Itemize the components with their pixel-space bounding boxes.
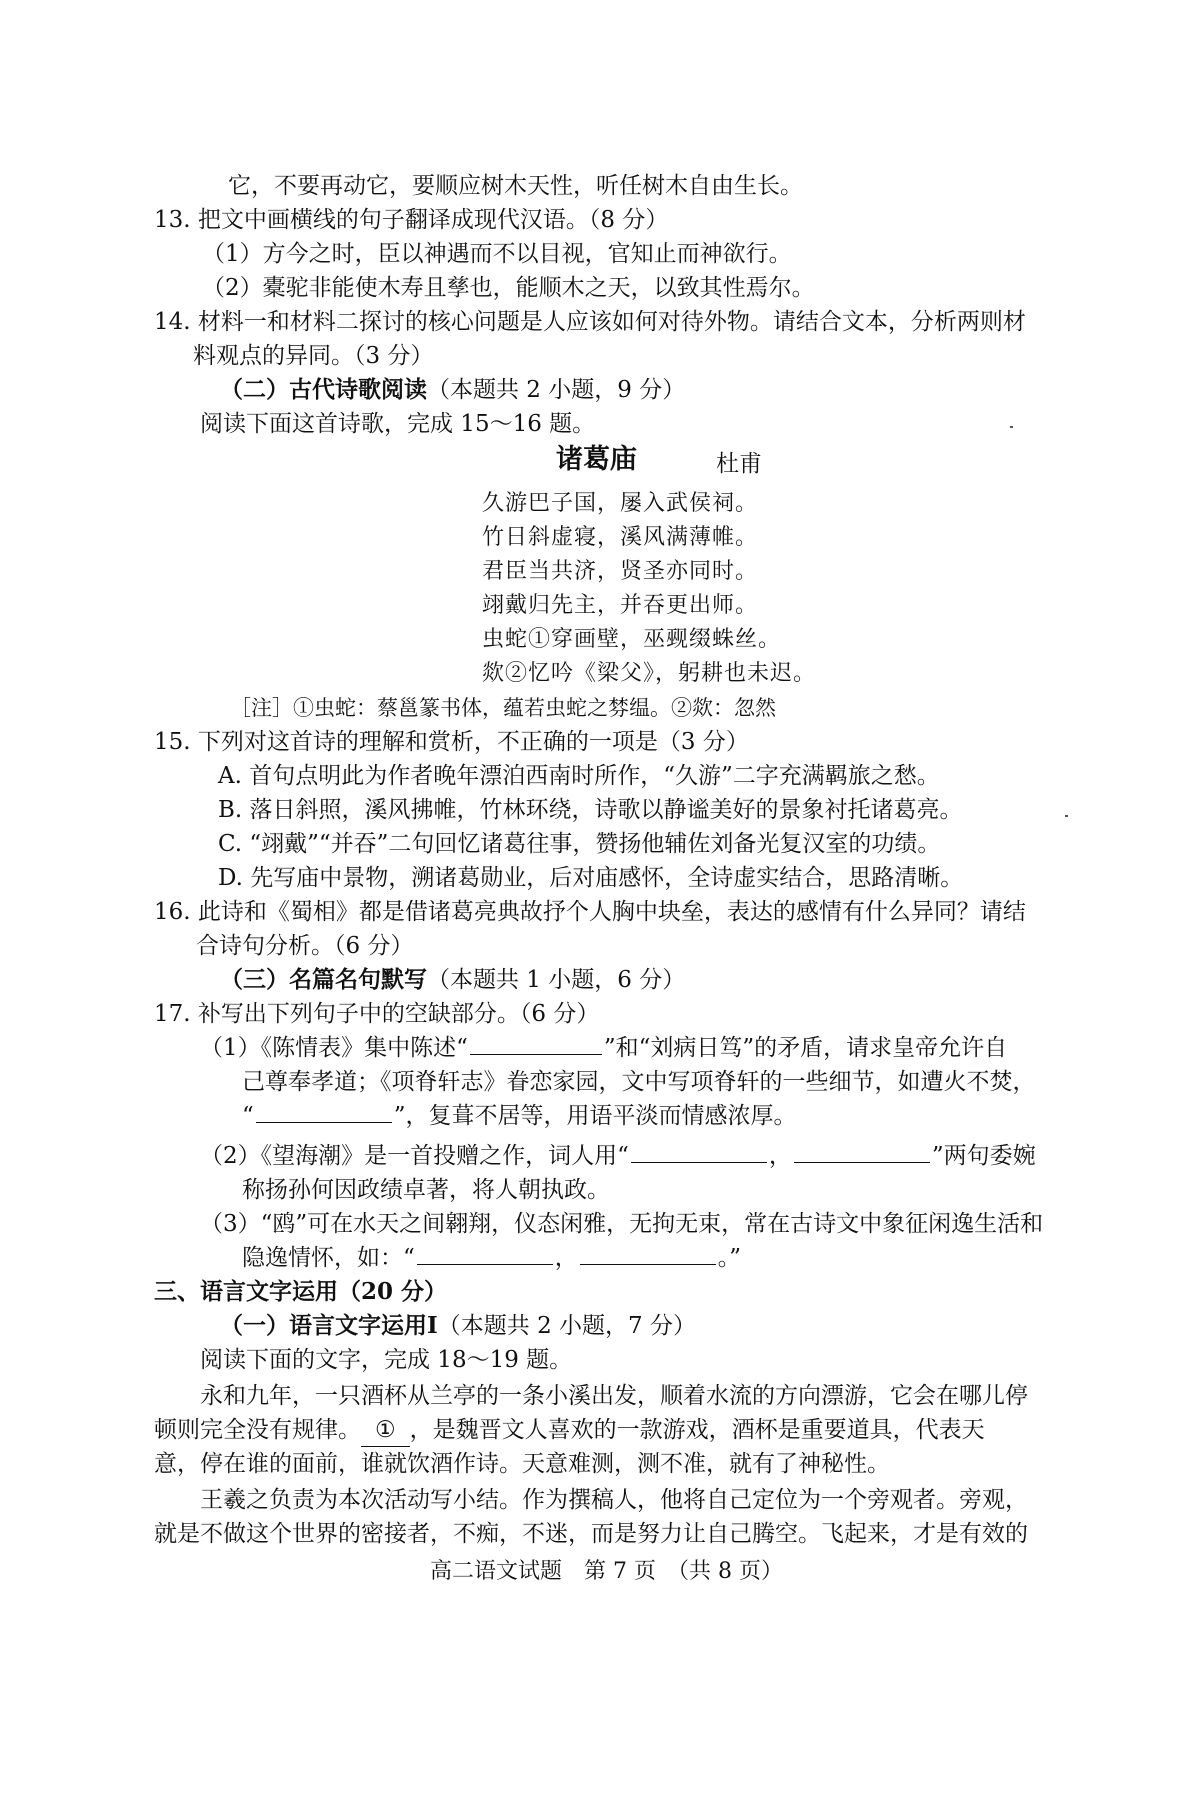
question-17-part-3-line-1: （3）“鸥”可在水天之间翱翔，仪态闲雅，无拘无束，常在古诗文中象征闲逸生活和 [200,1211,1044,1237]
question-17-part-2-line-2: 称扬孙何因政绩卓著，将人朝执政。 [242,1177,610,1203]
question-15: 15. 下列对这首诗的理解和赏析，不正确的一项是（3 分） [154,729,749,755]
part-3-title: 三、语言文字运用（20 分） [154,1278,448,1305]
answer-blank[interactable] [417,1242,553,1265]
question-13-item-2: （2）橐驼非能使木寿且孳也，能顺木之天，以致其性焉尔。 [202,275,815,301]
section-3-title: （三）名篇名句默写 [220,966,427,993]
scan-speck [1065,815,1068,817]
answer-blank[interactable] [470,1032,602,1055]
answer-blank[interactable] [794,1140,930,1163]
subsection-info: （本题共 2 小题，7 分） [437,1313,696,1339]
part-3-subsection-heading [220,1310,696,1342]
poem-line-6: 欻②忆吟《梁父》，躬耕也未迟。 [482,661,817,686]
section-2-heading [220,374,685,406]
question-17: 17. 补写出下列句子中的空缺部分。（6 分） [154,1001,600,1027]
section-2-info: （本题共 2 小题，9 分） [427,377,686,403]
page-footer: 高二语文试题 第 7 页 （共 8 页） [430,1559,783,1584]
section-2-title: （二）古代诗歌阅读 [220,376,427,403]
section-3-heading [220,964,685,996]
text-segment: ， [768,1143,792,1169]
text-segment: 隐逸情怀，如：“ [242,1245,415,1271]
question-13-item-1: （1）方今之时，臣以神遇而不以目视，官知止而神欲行。 [202,241,792,267]
text-segment: 。” [717,1245,742,1271]
poem-line-4: 翊戴归先主，并吞更出师。 [482,593,759,618]
poem-line-2: 竹日斜虚寝，溪风满薄帷。 [482,525,759,550]
question-17-part-2-line-1 [200,1140,1036,1172]
passage-paragraph-2-line-1: 王羲之负责为本次活动写小结。作为撰稿人，他将自己定位为一个旁观者。旁观， [200,1487,1028,1513]
poem-note: ［注］①虫蛇：蔡邕篆书体，蕴若虫蛇之棼缊。②欻：忽然 [230,696,776,720]
text-segment: 顿则完全没有规律。 [154,1417,361,1443]
passage-paragraph-1-line-2 [154,1414,985,1447]
section-3-info: （本题共 1 小题，6 分） [427,967,686,993]
scan-speck [1010,426,1013,428]
question-16-line-2: 合诗句分析。（6 分） [196,933,414,959]
text-segment: （1）《陈情表》集中陈述“ [200,1035,468,1061]
text-segment: （2）《望海潮》是一首投赠之作，词人用“ [200,1143,629,1169]
question-17-part-1-line-3 [242,1100,797,1132]
question-17-part-1-line-2: 己尊奉孝道；《项脊轩志》眷恋家园，文中写项脊轩的一些细节，如遭火不焚， [242,1069,1036,1095]
answer-blank[interactable] [580,1242,716,1265]
question-17-part-3-line-2 [242,1242,741,1274]
subsection-title: （一）语言文字运用Ⅰ [220,1312,438,1339]
text-segment: ，是魏晋文人喜欢的一款游戏，酒杯是重要道具，代表天 [409,1417,985,1443]
poem-line-3: 君臣当共济，贤圣亦同时。 [482,559,759,584]
text-segment: ”两句委婉 [931,1143,1036,1169]
poem-line-1: 久游巴子国，屡入武侯祠。 [482,491,759,516]
poem-author: 杜甫 [716,451,762,477]
question-17-part-1-line-1 [200,1032,1007,1064]
question-14-line-2: 料观点的异同。（3 分） [193,343,434,369]
question-14-line-1: 14. 材料一和材料二探讨的核心问题是人应该如何对待外物。请结合文本，分析两则材 [154,309,1026,335]
passage-paragraph-1-line-3: 意，停在谁的面前，谁就饮酒作诗。天意难测，测不准，就有了神秘性。 [154,1451,890,1477]
text-segment: ”和“刘病日笃”的矛盾，请求皇帝允许自 [603,1035,1008,1061]
reading-instruction-18: 阅读下面的文字，完成 18～19 题。 [200,1347,573,1373]
poem-title: 诸葛庙 [556,444,637,475]
passage-blank-1: ① [361,1414,410,1447]
passage-paragraph-2-line-2: 就是不做这个世界的密接者，不痴，不迷，而是努力让自己腾空。飞起来，才是有效的 [154,1521,1028,1547]
question-15-option-c: C. “翊戴”“并吞”二句回忆诸葛往事，赞扬他辅佐刘备光复汉室的功绩。 [218,831,941,857]
text-segment: “ [242,1103,254,1129]
carryover-line: 它，不要再动它，要顺应树木天性，听任树木自由生长。 [228,173,803,199]
poem-line-5: 虫蛇①穿画壁，巫觋缀蛛丝。 [482,627,782,652]
question-15-option-a: A. 首句点明此为作者晚年漂泊西南时所作，“久游”二字充满羁旅之愁。 [218,763,940,789]
answer-blank[interactable] [631,1140,767,1163]
text-segment: ”，复葺不居等，用语平淡而情感浓厚。 [393,1103,797,1129]
passage-paragraph-1-line-1: 永和九年，一只酒杯从兰亭的一条小溪出发，顺着水流的方向漂游，它会在哪儿停 [200,1383,1028,1409]
question-16-line-1: 16. 此诗和《蜀相》都是借诸葛亮典故抒个人胸中块垒，表达的感情有什么异同？请结 [154,899,1026,925]
question-15-option-d: D. 先写庙中景物，溯诸葛勋业，后对庙感怀，全诗虚实结合，思路清晰。 [218,865,964,891]
reading-instruction-15: 阅读下面这首诗歌，完成 15～16 题。 [200,411,596,437]
question-13: 13. 把文中画横线的句子翻译成现代汉语。（8 分） [154,207,669,233]
text-segment: ， [554,1245,578,1271]
question-15-option-b: B. 落日斜照，溪风拂帷，竹林环绕，诗歌以静谧美好的景象衬托诸葛亮。 [218,797,963,823]
answer-blank[interactable] [256,1100,392,1123]
